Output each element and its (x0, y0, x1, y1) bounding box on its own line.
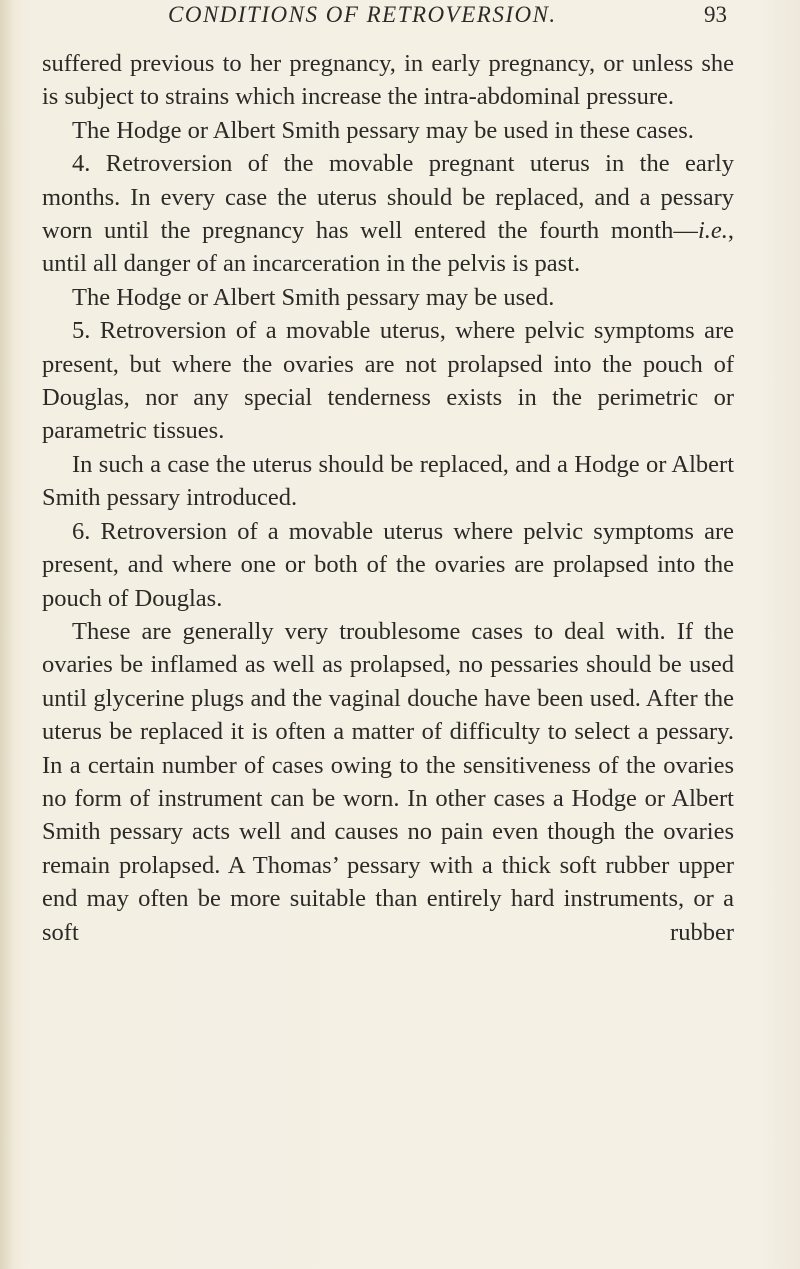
paragraph-case-5: 5. Retroversion of a movable uterus, where pelvic symptoms are present, but where the ovaries are not prolapsed into the pouch of Douglas, nor any special tenderness exists in the perimetric or parametric tissues. (42, 317, 734, 445)
body-text (42, 47, 734, 949)
abbreviation-ie: i.e. (697, 217, 728, 245)
paragraph-case-6: 6. Retroversion of a movable uterus where pelvic symptoms are present, and where one or both of the ovaries are prolapsed into the pouch of Douglas. (42, 517, 734, 612)
running-head (0, 2, 800, 28)
paragraph-hodge-these-cases: The Hodge or Albert Smith pessary may be used in these cases. (72, 116, 694, 144)
paragraph-continuation: suffered previous to her pregnancy, in early pregnancy, or unless she is subject to strains which increase the intra-abdominal pressure. (42, 50, 734, 111)
paragraph-hodge-may-be-used: The Hodge or Albert Smith pessary may be used. (72, 283, 555, 311)
running-head-title: CONDITIONS OF RETROVERSION. (168, 2, 557, 27)
paragraph-such-a-case: In such a case the uterus should be replaced, and a Hodge or Albert Smith pessary introduced. (42, 450, 734, 512)
paragraph-case-4: 4. Retroversion of the movable pregnant uterus in the early months. In every case the uterus should be replaced, and a pessary worn until the pregnancy has well entered the fourth month—i.e., until all danger of an incarceration in the pelvis is past. (42, 150, 734, 278)
page-number: 93 (704, 2, 727, 27)
paragraph-troublesome-cases: These are generally very troublesome cases to deal with. If the ovaries be inflamed as well as prolapsed, no pessaries should be used until glycerine plugs and the vaginal douche have been used. After the uterus be replaced it is often a matter of difficulty to select a pessary. In a certain number of cases owing to the sensitiveness of the ovaries no form of instrument can be worn. In other cases a Hodge or Albert Smith pessary acts well and causes no pain even though the ovaries remain prolapsed. A Thomas’ pessary with a thick soft rubber upper end may often be more suitable than entirely hard instruments, or a soft rubber (42, 617, 734, 946)
spine-shadow (0, 0, 14, 1269)
